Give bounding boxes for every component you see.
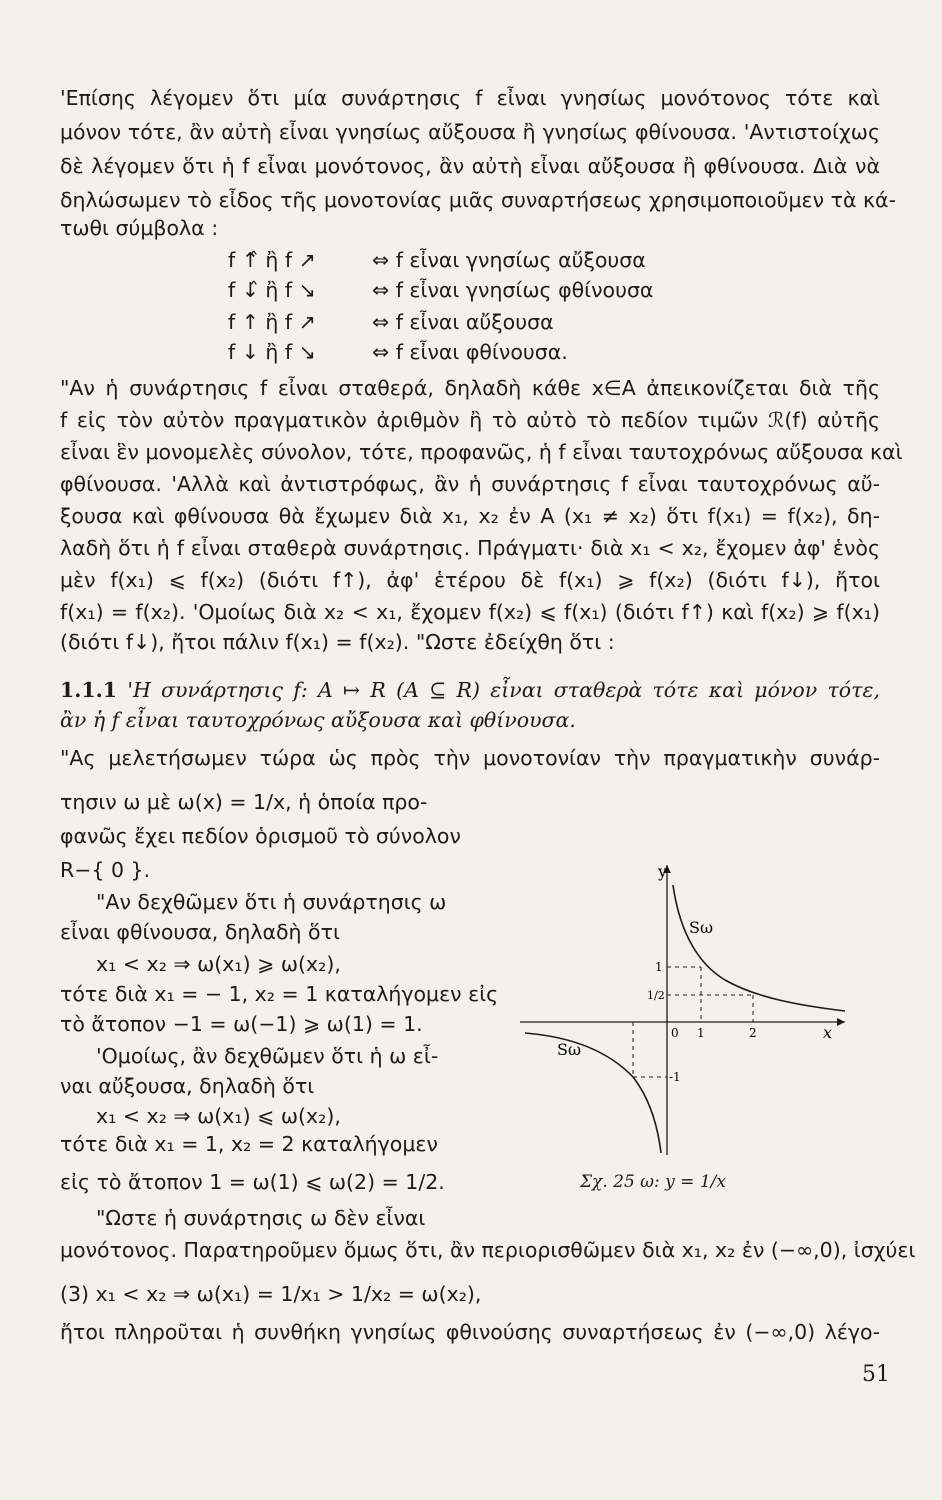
text-line: τότε διὰ x₁ = 1, x₂ = 2 καταλήγομεν <box>60 1132 438 1156</box>
text-line: τότε διὰ x₁ = − 1, x₂ = 1 καταλήγομεν εἰς <box>60 982 499 1006</box>
symbol-right: ⇔ f εἶναι αὔξουσα <box>372 310 554 334</box>
symbol-left: f ↓ ἢ f ↘ <box>228 340 316 364</box>
theorem-number: 1.1.1 <box>60 678 118 702</box>
tick-label: -1 <box>669 1070 681 1084</box>
text-line: x₁ < x₂ ⇒ ω(x₁) ⩾ ω(x₂), <box>96 952 341 976</box>
symbol-left: f ↑̂ ἢ f ↗ <box>228 248 316 272</box>
text-line: "Ας μελετήσωμεν τώρα ὡς πρὸς τὴν μονοτονίαν τὴν πραγματικὴν συνάρ- <box>60 746 880 770</box>
text-line: ναι αὔξουσα, δηλαδὴ ὅτι <box>60 1074 315 1098</box>
symbol-left: f ↑ ἢ f ↗ <box>228 310 316 334</box>
upper-branch-curve <box>673 885 845 1011</box>
text-line: φανῶς ἔχει πεδίον ὁρισμοῦ τὸ σύνολον <box>60 824 461 848</box>
text-line: f εἰς τὸν αὐτὸν πραγματικὸν ἀριθμὸν ἢ τὸ αὐτὸ τὸ πεδίον τιμῶν ℛ(f) αὐτῆς <box>60 408 880 432</box>
y-axis-label: y <box>658 862 668 881</box>
theorem-line: ἂν ἡ f εἶναι ταυτοχρόνως αὔξουσα καὶ φθίνουσα. <box>60 708 576 732</box>
x-axis-label: x <box>823 1023 833 1042</box>
text-line: ἤτοι πληροῦται ἡ συνθήκη γνησίως φθινούσης συναρτήσεως ἐν (−∞,0) λέγο- <box>60 1320 880 1344</box>
theorem-line <box>60 676 880 704</box>
tick-label: 1/2 <box>647 989 665 1002</box>
symbol-right: ⇔ f εἶναι γνησίως αὔξουσα <box>372 248 646 272</box>
upper-branch-label: Sω <box>689 918 714 937</box>
text-line: μόνον τότε, ἂν αὐτὴ εἶναι γνησίως αὔξουσα ἢ γνησίως φθίνουσα. 'Αντιστοίχως <box>60 120 880 144</box>
text-line: δὲ λέγομεν ὅτι ἡ f εἶναι μονότονος, ἂν αὐτὴ εἶναι αὔξουσα ἢ φθίνουσα. Διὰ νὰ <box>60 154 880 178</box>
text-line: λαδὴ ὅτι ἡ f εἶναι σταθερὰ συνάρτησις. Πράγματι· διὰ x₁ < x₂, ἔχομεν ἀφ' ἑνὸς <box>60 536 880 560</box>
text-line: τὸ ἄτοπον −1 = ω(−1) ⩾ ω(1) = 1. <box>60 1012 423 1036</box>
text-line: τησιν ω μὲ ω(x) = 1/x, ἡ ὁποία προ- <box>60 790 428 814</box>
text-line: 'Ομοίως, ἂν δεχθῶμεν ὅτι ἡ ω εἶ- <box>96 1044 439 1068</box>
text-line: 'Επίσης λέγομεν ὅτι μία συνάρτησις f εἶναι γνησίως μονότονος τότε καὶ <box>60 86 880 110</box>
text-line: f(x₁) = f(x₂). 'Ομοίως διὰ x₂ < x₁, ἔχομεν f(x₂) ⩽ f(x₁) (διότι f↑) καὶ f(x₂) ⩾ f(x₁) <box>60 600 880 624</box>
symbol-right: ⇔ f εἶναι γνησίως φθίνουσα <box>372 278 654 302</box>
hyperbola-figure <box>515 855 855 1165</box>
text-line: "Αν δεχθῶμεν ὅτι ἡ συνάρτησις ω <box>96 890 447 914</box>
text-line: εἶναι ἓν μονομελὲς σύνολον, τότε, προφανῶς, ἡ f εἶναι ταυτοχρόνως αὔξουσα καὶ <box>60 440 903 464</box>
text-line: δηλώσωμεν τὸ εἶδος τῆς μονοτονίας μιᾶς συναρτήσεως χρησιμοποιοῦμεν τὰ κά- <box>60 188 896 212</box>
tick-label: 0 <box>671 1026 679 1040</box>
text-line: τωθι σύμβολα : <box>60 216 219 240</box>
tick-label: 2 <box>749 1026 757 1040</box>
tick-label: 1 <box>697 1026 705 1040</box>
text-line: R−{ 0 }. <box>60 858 151 882</box>
text-line: εἰς τὸ ἄτοπον 1 = ω(1) ⩽ ω(2) = 1/2. <box>60 1170 445 1194</box>
text-line: "Ωστε ἡ συνάρτησις ω δὲν εἶναι <box>96 1206 426 1230</box>
text-line: (διότι f↓), ἤτοι πάλιν f(x₁) = f(x₂). "Ωστε ἐδείχθη ὅτι : <box>60 630 615 654</box>
text-line: φθίνουσα. 'Αλλὰ καὶ ἀντιστρόφως, ἂν ἡ συνάρτησις f εἶναι ταυτοχρόνως αὔ- <box>60 472 880 496</box>
text-line: μονότονος. Παρατηροῦμεν ὅμως ὅτι, ἂν περιορισθῶμεν διὰ x₁, x₂ ἐν (−∞,0), ἰσχύει <box>60 1238 916 1262</box>
figure-caption: Σχ. 25 ω: y = 1/x <box>580 1172 726 1192</box>
page-number: 51 <box>862 1362 890 1387</box>
text-line: μὲν f(x₁) ⩽ f(x₂) (διότι f↑), ἀφ' ἑτέρου δὲ f(x₁) ⩾ f(x₂) (διότι f↓), ἤτοι <box>60 568 880 592</box>
text-line: "Αν ἡ συνάρτησις f εἶναι σταθερά, δηλαδὴ κάθε x∈A ἀπεικονίζεται διὰ τῆς <box>60 376 880 400</box>
text-line: x₁ < x₂ ⇒ ω(x₁) ⩽ ω(x₂), <box>96 1104 341 1128</box>
theorem-text: 'Η συνάρτησις f: A ↦ R (A ⊆ R) εἶναι σταθερὰ τότε καὶ μόνον τότε, <box>127 678 880 702</box>
symbol-right: ⇔ f εἶναι φθίνουσα. <box>372 340 568 364</box>
lower-branch-label: Sω <box>557 1040 582 1059</box>
text-line: ξουσα καὶ φθίνουσα θὰ ἔχωμεν διὰ x₁, x₂ ἐν A (x₁ ≠ x₂) ὅτι f(x₁) = f(x₂), δη- <box>60 504 880 528</box>
text-line: εἶναι φθίνουσα, δηλαδὴ ὅτι <box>60 920 340 944</box>
symbol-left: f ↓̂ ἢ f ↘ <box>228 278 316 302</box>
tick-label: 1 <box>655 960 663 974</box>
formula-line: (3) x₁ < x₂ ⇒ ω(x₁) = 1/x₁ > 1/x₂ = ω(x₂), <box>60 1282 482 1306</box>
x-axis-arrow-icon <box>837 1018 845 1026</box>
lower-branch-curve <box>525 1033 661 1153</box>
